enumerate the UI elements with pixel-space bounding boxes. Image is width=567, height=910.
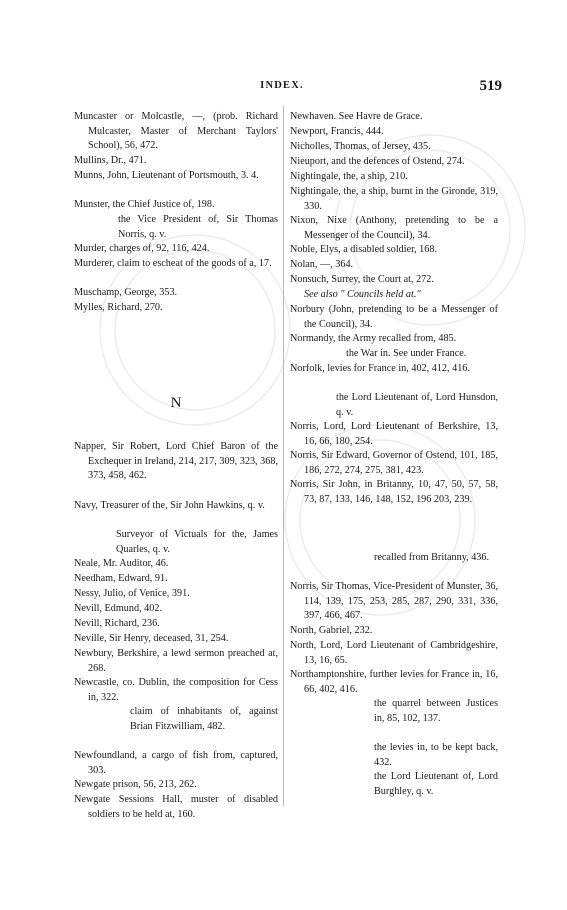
index-entry: Newfoundland, a cargo of fish from, captured, 303.	[74, 750, 278, 776]
running-head: INDEX.	[260, 80, 304, 91]
index-entry: North, Gabriel, 232.	[290, 625, 373, 636]
page-number: 519	[479, 78, 502, 94]
column-divider	[283, 106, 284, 806]
index-entry: Northamptonshire, further levies for France in, 16, 66, 402, 416.	[290, 669, 498, 695]
index-subentry: recalled from Britanny, 436.	[374, 552, 490, 563]
index-entry: Normandy, the Army recalled from, 485.	[290, 333, 457, 344]
index-entry: Newbury, Berkshire, a lewd sermon preached at, 268.	[74, 648, 278, 674]
index-entry: Nevill, Richard, 236.	[74, 618, 160, 629]
index-entry: Muschamp, George, 353.	[74, 287, 178, 298]
index-entry: Norfolk, levies for France in, 402, 412, 416.	[290, 363, 470, 374]
index-entry: Needham, Edward, 91.	[74, 573, 168, 584]
index-entry: Munns, John, Lieutenant of Portsmouth, 3. 4.	[74, 170, 259, 181]
index-entry: Norbury (John, pretending to be a Messenger of the Council), 34.	[290, 304, 498, 330]
index-entry: Noble, Elys, a disabled soldier, 168.	[290, 244, 438, 255]
index-columns	[74, 110, 498, 820]
index-entry: Newhaven. See Havre de Grace.	[290, 111, 423, 122]
index-entry: Norris, Sir Thomas, Vice-President of Munster, 36, 114, 139, 175, 253, 285, 287, 290, 331, 336, 397, 466, 467.	[290, 581, 498, 622]
index-entry: Muncaster or Molcastle, —, (prob. Richard Mulcaster, Master of Merchant Taylors' School), 56, 472.	[74, 111, 278, 152]
index-entry: North, Lord, Lord Lieutenant of Cambridgeshire, 13, 16, 65.	[290, 640, 498, 666]
index-entry: Newgate Sessions Hall, muster of disabled soldiers to be held at, 160.	[74, 794, 278, 820]
index-entry: Nightingale, the, a ship, 210.	[290, 171, 408, 182]
index-entry: Napper, Sir Robert, Lord Chief Baron of the Exchequer in Ireland, 214, 217, 309, 323, 368, 373, 458, 462.	[74, 441, 278, 482]
index-entry: Nixon, Nixe (Anthony, pretending to be a Messenger of the Council), 34.	[290, 215, 498, 241]
index-subentry: the War in. See under France.	[346, 348, 467, 359]
index-entry: Nieuport, and the defences of Ostend, 274.	[290, 156, 465, 167]
index-entry: Newport, Francis, 444.	[290, 126, 384, 137]
index-entry: Neville, Sir Henry, deceased, 31, 254.	[74, 633, 229, 644]
index-subentry: the quarrel between Justices in, 85, 102, 137.	[374, 698, 498, 724]
index-entry: Nevill, Edmund, 402.	[74, 603, 163, 614]
index-entry: Newgate prison, 56, 213, 262.	[74, 779, 197, 790]
index-entry: Nicholles, Thomas, of Jersey, 435.	[290, 141, 431, 152]
index-subentry: the Vice President of, Sir Thomas Norris, q. v.	[118, 214, 278, 240]
index-entry: Mylles, Richard, 270.	[74, 302, 163, 313]
index-entry: Norris, Sir John, in Britanny, 10, 47, 50, 57, 58, 73, 87, 133, 146, 148, 152, 196 203, 239.	[290, 479, 498, 505]
index-entry: Nolan, —, 364.	[290, 259, 354, 270]
index-entry: Newcastle, co. Dublin, the composition for Cess in, 322.	[74, 677, 278, 703]
index-entry: Norris, Lord, Lord Lieutenant of Berkshire, 13, 16, 66, 180, 254.	[290, 421, 498, 447]
index-entry: Murderer, claim to escheat of the goods of a, 17.	[74, 258, 272, 269]
index-entry: Mullins, Dr., 471.	[74, 155, 147, 166]
index-entry: Nessy, Julio, of Venice, 391.	[74, 588, 190, 599]
index-crossref: See also " Councils held at."	[304, 289, 421, 300]
index-entry: Neale, Mr. Auditor, 46.	[74, 558, 169, 569]
index-entry: Nonsuch, Surrey, the Court at, 272.	[290, 274, 434, 285]
index-subentry: Surveyor of Victuals for the, James Quarles, q. v.	[116, 529, 278, 555]
index-subentry: the Lord Lieutenant of, Lord Hunsdon, q. v.	[336, 392, 498, 418]
index-entry: Norris, Sir Edward, Governor of Ostend, 101, 185, 186, 272, 274, 275, 381, 423.	[290, 450, 498, 476]
index-subentry: the levies in, to be kept back, 432.	[374, 742, 498, 768]
index-entry: Nightingale, the, a ship, burnt in the Gironde, 319, 330.	[290, 186, 498, 212]
index-entry: Munster, the Chief Justice of, 198.	[74, 199, 215, 210]
index-subentry: the Lord Lieutenant of, Lord Burghley, q. v.	[374, 771, 498, 797]
index-entry: Murder, charges of, 92, 116, 424.	[74, 243, 210, 254]
index-entry: Navy, Treasurer of the, Sir John Hawkins, q. v.	[74, 500, 265, 511]
page-header	[72, 78, 502, 96]
section-letter: N	[170, 395, 182, 411]
index-subentry: claim of inhabitants of, against Brian Fitzwilliam, 482.	[130, 706, 278, 732]
